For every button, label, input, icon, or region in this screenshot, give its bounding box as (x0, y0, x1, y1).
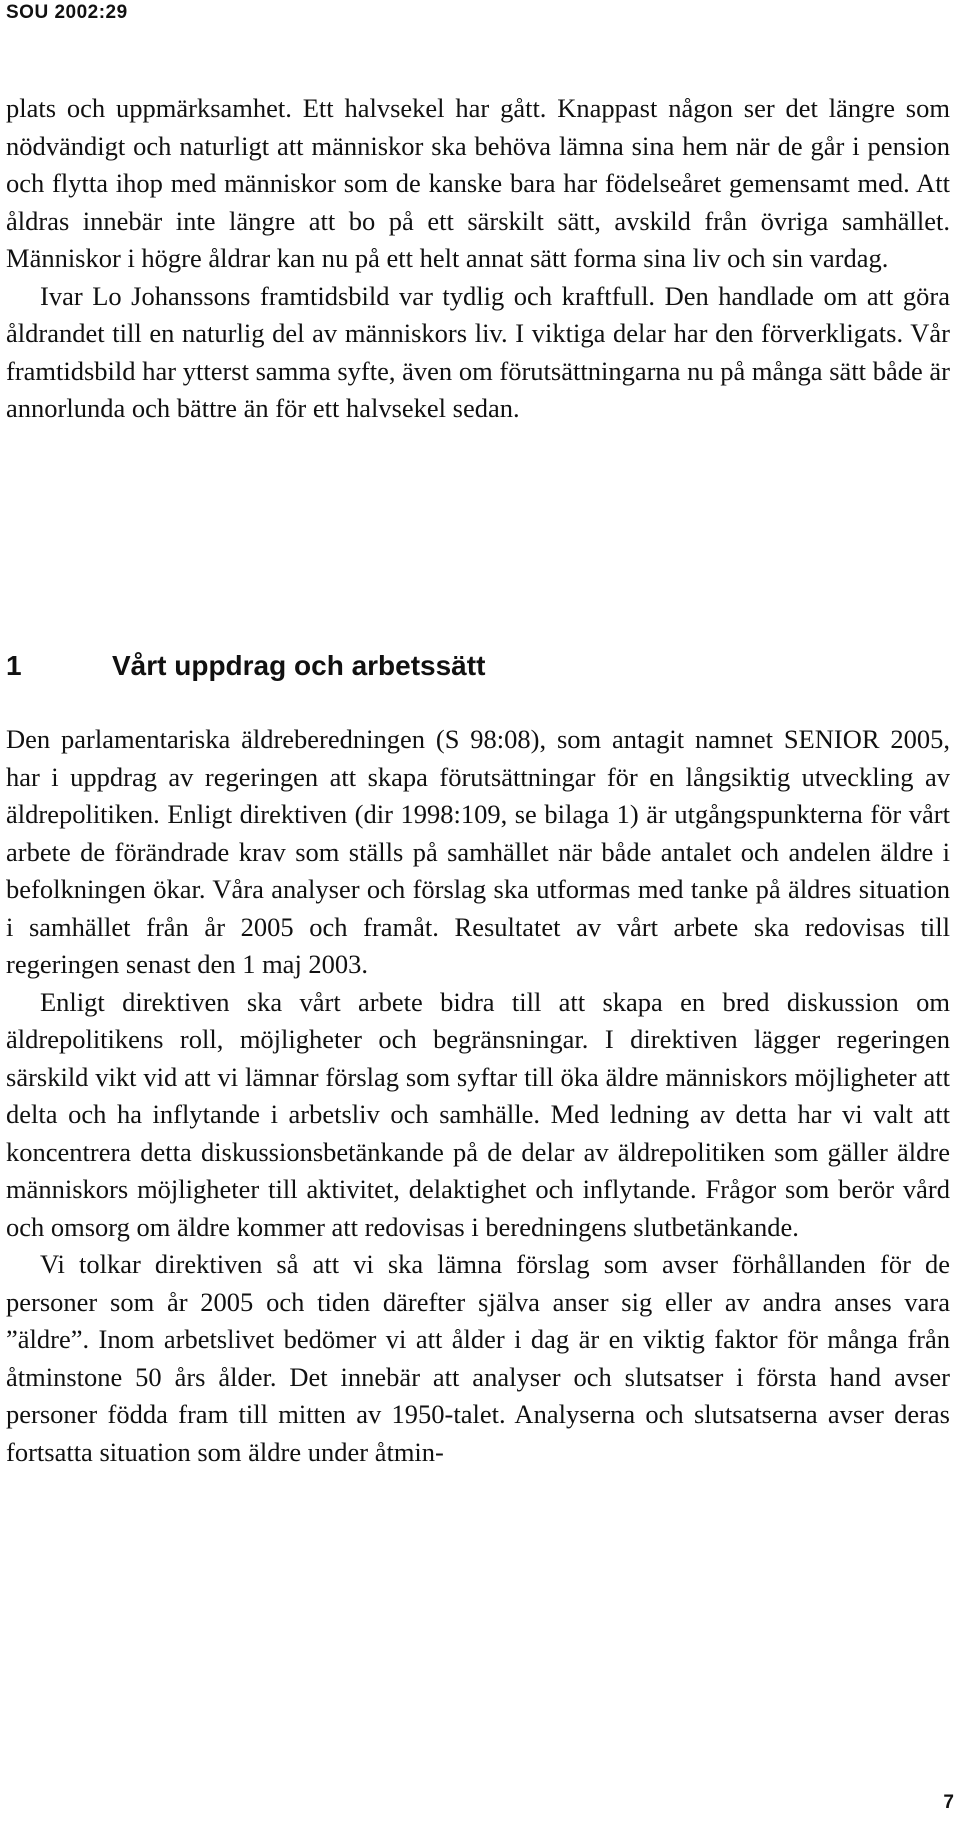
section-text-block (6, 721, 950, 1471)
section-paragraph-1: Den parlamentariska äldreberedningen (S 98:08), som antagit namnet SENIOR 2005, har i uppdrag av regeringen att skapa förutsättningar för en långsiktig utveckling av äldrepolitiken. Enligt direktiven (dir 1998:109, se bilaga 1) är utgångspunkterna för vårt arbete de förändrade krav som ställs på samhället när både antalet och andelen äldre i befolkningen ökar. Våra analyser och förslag ska utformas med tanke på äldres situation i samhället från år 2005 och framåt. Resultatet av vårt arbete ska redovisas till regeringen senast den 1 maj 2003. (6, 724, 950, 979)
section-number: 1 (6, 650, 22, 681)
section-heading (6, 650, 485, 682)
section-title: Vårt uppdrag och arbetssätt (112, 650, 486, 681)
intro-paragraph-1: plats och uppmärksamhet. Ett halvsekel har gått. Knappast någon ser det längre som nödvändigt och naturligt att människor ska behöva lämna sina hem när de går i pension och flytta ihop med människor som de kanske bara har födelseåret gemensamt med. Att åldras innebär inte längre att bo på ett särskilt sätt, avskild från övriga samhället. Människor i högre åldrar kan nu på ett helt annat sätt forma sina liv och sin vardag. (6, 93, 950, 273)
intro-paragraph-2: Ivar Lo Johanssons framtidsbild var tydlig och kraftfull. Den handlade om att göra åldrandet till en naturlig del av människors liv. I viktiga delar har den förverkligats. Vår framtidsbild har ytterst samma syfte, även om förutsättningarna nu på många sätt både är annorlunda och bättre än för ett halvsekel sedan. (6, 280, 950, 423)
intro-text-block (6, 90, 950, 428)
document-code: SOU 2002:29 (6, 2, 128, 23)
page-number: 7 (943, 1792, 954, 1813)
section-paragraph-3: Vi tolkar direktiven så att vi ska lämna förslag som avser förhållanden för de personer som år 2005 och tiden därefter själva anser sig eller av andra anses vara ”äldre”. Inom arbetslivet bedömer vi att ålder i dag är en viktig faktor för många från åtminstone 50 års ålder. Det innebär att analyser och slutsatser i första hand avser personer födda fram till mitten av 1950-talet. Analyserna och slutsatserna avser deras fortsatta situation som äldre under åtmin- (6, 1249, 950, 1467)
section-paragraph-2: Enligt direktiven ska vårt arbete bidra till att skapa en bred diskussion om äldrepolitikens roll, möjligheter och begränsningar. I direktiven lägger regeringen särskild vikt vid att vi lämnar förslag som syftar till öka äldre människors möjligheter att delta och ha inflytande i arbetsliv och samhälle. Med ledning av detta har vi valt att koncentrera detta diskussionsbetänkande på de delar av äldrepolitiken som gäller äldre människors möjligheter till aktivitet, delaktighet och inflytande. Frågor som berör vård och omsorg om äldre kommer att redovisas i beredningens slutbetänkande. (6, 986, 950, 1242)
